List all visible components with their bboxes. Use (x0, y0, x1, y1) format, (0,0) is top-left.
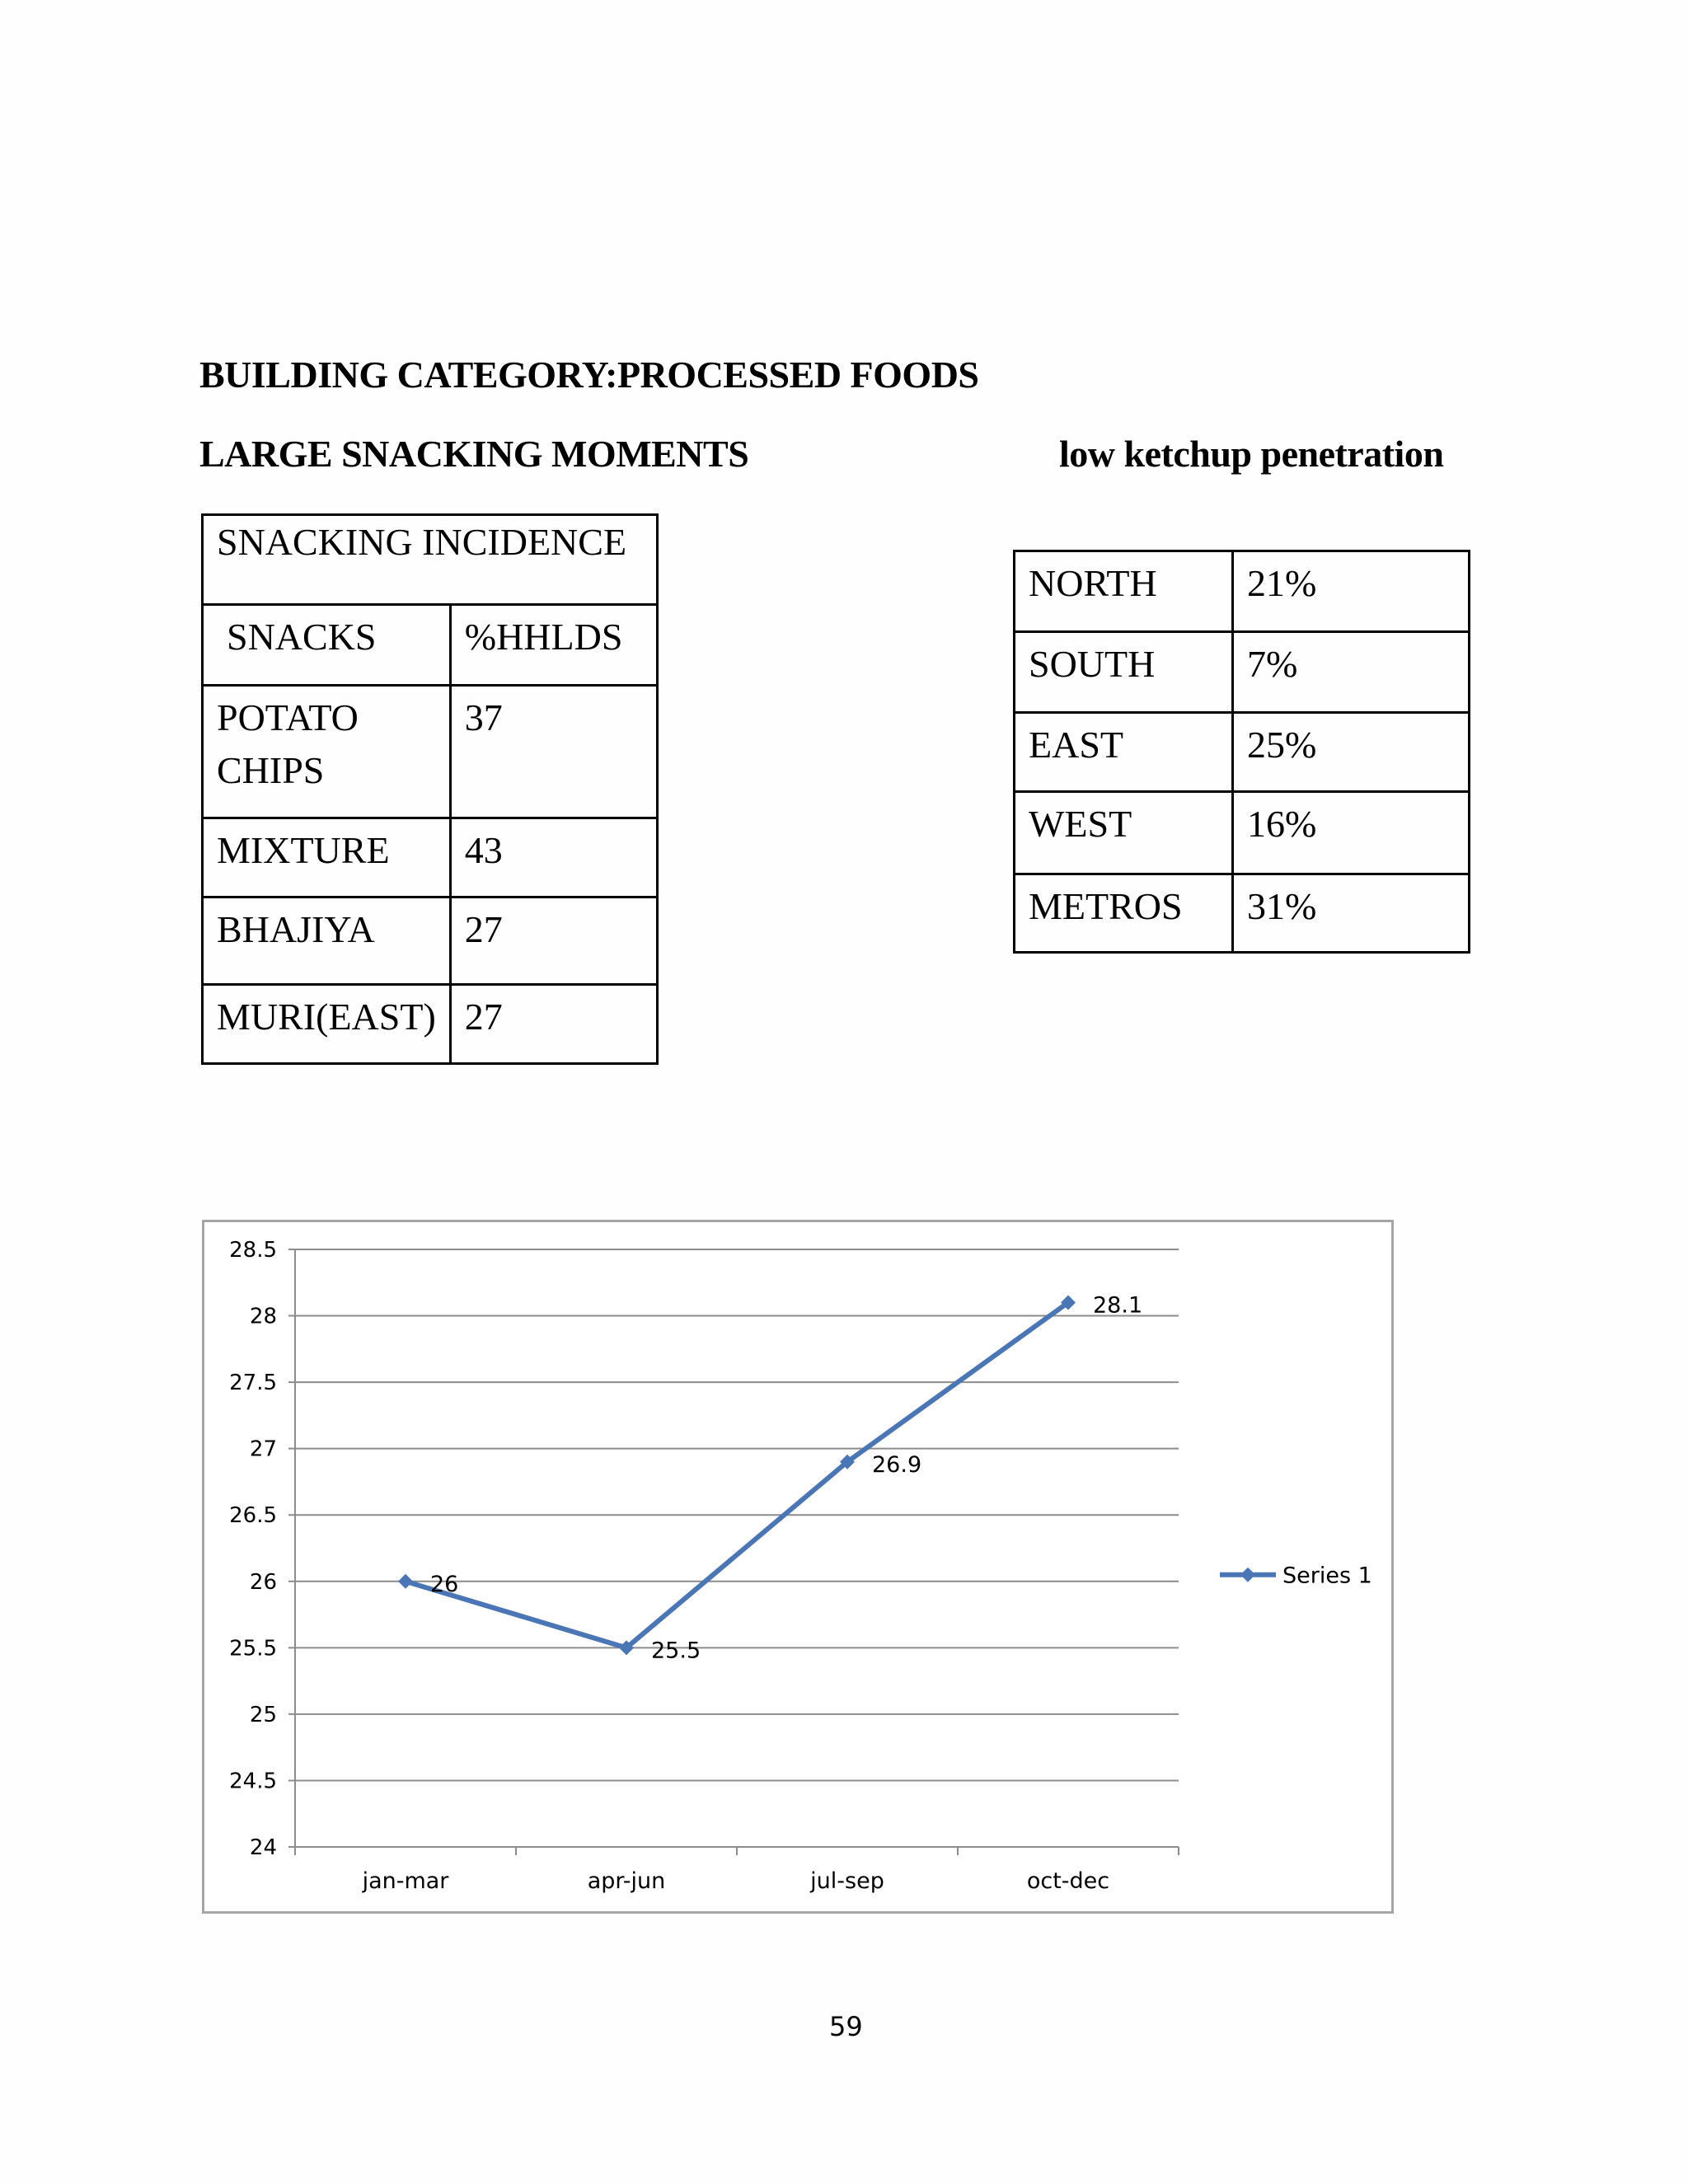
legend-label: Series 1 (1282, 1563, 1372, 1589)
snack-value: 43 (450, 818, 657, 898)
table-row (1015, 792, 1470, 874)
category-heading: BUILDING CATEGORY:PROCESSED FOODS (199, 354, 979, 396)
snack-value: 27 (450, 985, 657, 1064)
region-name: NORTH (1015, 551, 1233, 632)
snack-name: BHAJIYA (203, 898, 451, 985)
data-point (398, 1574, 413, 1589)
data-label: 28.1 (1093, 1292, 1143, 1319)
page-number: 59 (829, 2011, 863, 2042)
region-value: 31% (1233, 874, 1470, 953)
region-name: METROS (1015, 874, 1233, 953)
table-row (1015, 874, 1470, 953)
line-chart-frame (202, 1220, 1394, 1914)
y-tick-label: 28.5 (229, 1238, 277, 1263)
y-tick-label: 26.5 (229, 1503, 277, 1529)
region-name: WEST (1015, 792, 1233, 874)
y-tick-label: 25 (249, 1702, 277, 1727)
snack-name: MIXTURE (203, 818, 451, 898)
table-row (1015, 713, 1470, 792)
x-tick-label: oct-dec (1026, 1868, 1110, 1894)
y-tick-label: 27 (249, 1436, 277, 1462)
x-tick-label: jul-sep (810, 1868, 884, 1894)
left-subheading: LARGE SNACKING MOMENTS (199, 433, 749, 475)
region-value: 25% (1233, 713, 1470, 792)
line-chart (204, 1222, 1391, 1911)
right-subheading: low ketchup penetration (1059, 433, 1444, 475)
snack-value: 27 (450, 898, 657, 985)
y-tick-label: 25.5 (229, 1636, 277, 1661)
region-name: EAST (1015, 713, 1233, 792)
column-header-snacks: SNACKS (203, 605, 451, 686)
series-line (406, 1302, 1068, 1647)
snack-name: MURI(EAST) (203, 985, 451, 1064)
column-header-hhlds: %HHLDS (450, 605, 657, 686)
snack-value: 37 (450, 686, 657, 818)
data-label: 26 (430, 1571, 459, 1597)
data-label: 26.9 (872, 1451, 922, 1478)
snacking-incidence-table (201, 513, 659, 1065)
table-row (1015, 632, 1470, 713)
y-tick-label: 26 (249, 1569, 277, 1595)
table-row (203, 985, 658, 1064)
region-name: SOUTH (1015, 632, 1233, 713)
table-row (203, 818, 658, 898)
region-value: 16% (1233, 792, 1470, 874)
table-row (203, 898, 658, 985)
y-tick-label: 24 (249, 1835, 277, 1860)
x-tick-label: jan-mar (362, 1868, 449, 1894)
y-tick-label: 27.5 (229, 1371, 277, 1396)
table-row (1015, 551, 1470, 632)
table-title: SNACKING INCIDENCE (203, 515, 658, 605)
legend-marker (1240, 1568, 1255, 1582)
table-row (203, 686, 658, 818)
region-value: 7% (1233, 632, 1470, 713)
snack-name: POTATO CHIPS (203, 686, 451, 818)
x-tick-label: apr-jun (587, 1868, 666, 1894)
region-value: 21% (1233, 551, 1470, 632)
ketchup-penetration-table (1013, 550, 1470, 954)
y-tick-label: 24.5 (229, 1769, 277, 1794)
data-label: 25.5 (651, 1638, 701, 1664)
y-tick-label: 28 (249, 1304, 277, 1329)
